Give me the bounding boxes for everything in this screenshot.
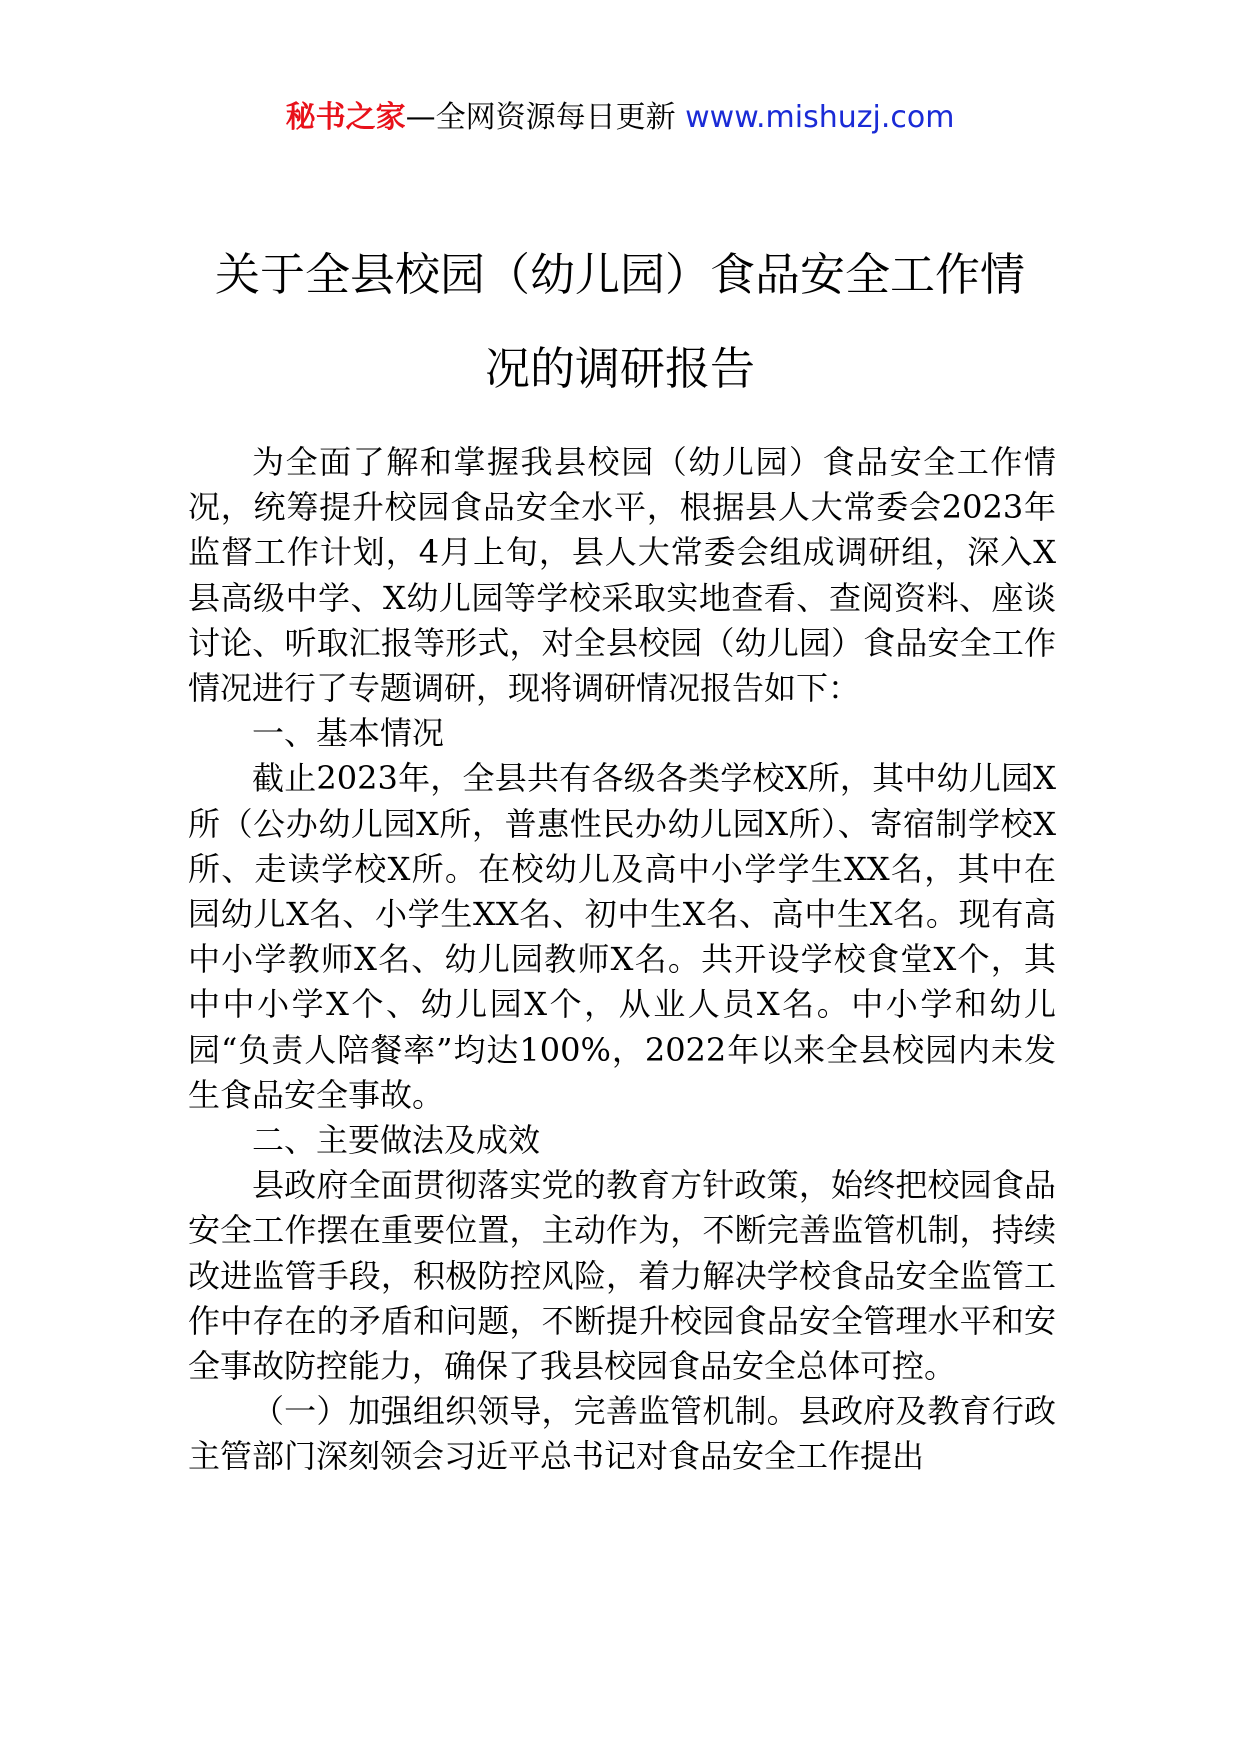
document-title	[150, 228, 1090, 416]
site-header	[0, 98, 1240, 138]
site-url-link[interactable]: www.mishuzj.com	[685, 100, 955, 135]
title-line-1: 关于全县校园（幼儿园）食品安全工作情	[214, 248, 1025, 301]
document-body	[188, 440, 1056, 1480]
section-heading-main-measures: 二、主要做法及成效	[252, 1121, 541, 1160]
basic-situation-paragraph: 截止2023年，全县共有各级各类学校X所，其中幼儿园X所（公办幼儿园X所，普惠性民办幼儿园X所）、寄宿制学校X所、走读学校X所。在校幼儿及高中小学学生XX名，其中在园幼儿X名、小学生XX名、初中生X名、高中生X名。现有高中小学教师X名、幼儿园教师X名。共开设学校食堂X个，其中中小学X个、幼儿园X个，从业人员X名。中小学和幼儿园“负责人陪餐率”均达100%，2022年以来全县校园内未发生食品安全事故。	[188, 759, 1056, 1114]
section-heading-basic-situation: 一、基本情况	[252, 714, 445, 753]
title-line-2: 况的调研报告	[484, 342, 755, 395]
site-tagline: —全网资源每日更新	[405, 100, 676, 135]
subsection-paragraph-1: （一）加强组织领导，完善监管机制。县政府及教育行政主管部门深刻领会习近平总书记对食品安全工作提出	[188, 1392, 1056, 1476]
main-measures-paragraph: 县政府全面贯彻落实党的教育方针政策，始终把校园食品安全工作摆在重要位置，主动作为，不断完善监管机制，持续改进监管手段，积极防控风险，着力解决学校食品安全监管工作中存在的矛盾和问题，不断提升校园食品安全管理水平和安全事故防控能力，确保了我县校园食品安全总体可控。	[188, 1166, 1056, 1386]
intro-paragraph: 为全面了解和掌握我县校园（幼儿园）食品安全工作情况，统筹提升校园食品安全水平，根据县人大常委会2023年监督工作计划，4月上旬，县人大常委会组成调研组，深入X县高级中学、X幼儿园等学校采取实地查看、查阅资料、座谈讨论、听取汇报等形式，对全县校园（幼儿园）食品安全工作情况进行了专题调研，现将调研情况报告如下：	[188, 443, 1056, 708]
site-brand: 秘书之家	[285, 100, 406, 135]
